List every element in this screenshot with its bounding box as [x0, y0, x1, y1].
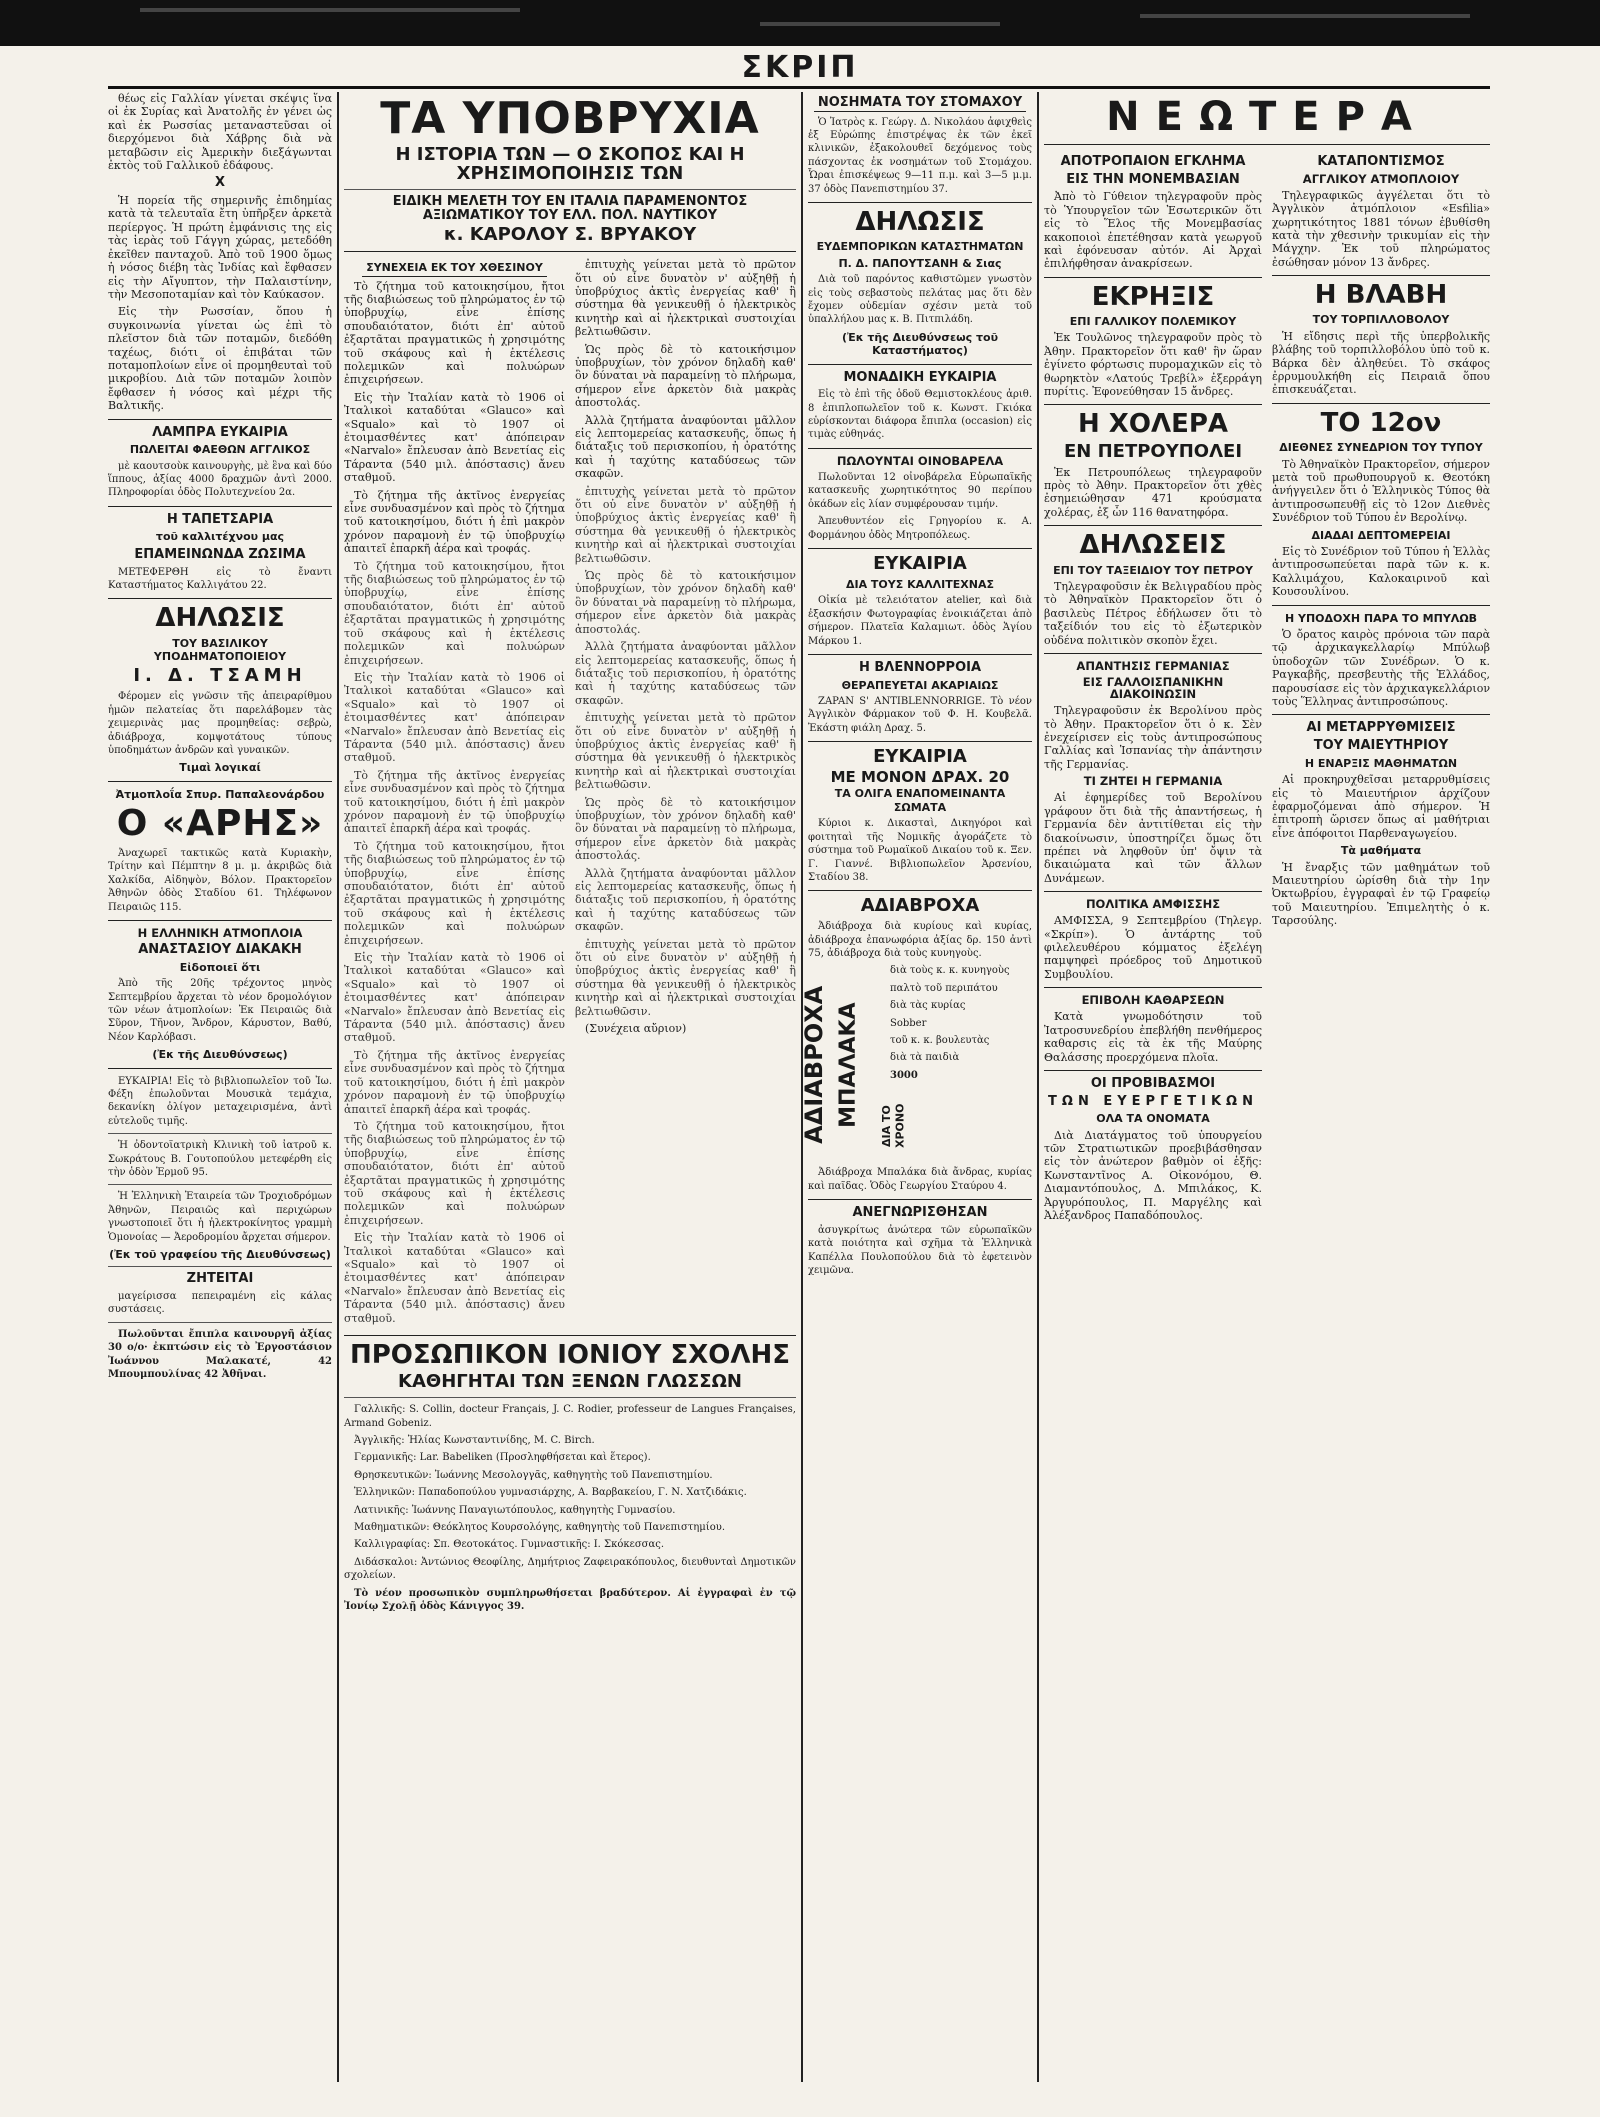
article-text-filler [344, 560, 565, 1325]
divider [1044, 987, 1262, 988]
ad-text: Ἀδιάβροχα Μπαλάκα διὰ ἄνδρας, κυρίας καὶ παῖδας. Ὁδὸς Γεωργίου Σταύρου 4. [808, 1167, 1032, 1192]
news-text: Ἐκ Τουλῶνος τηλεγραφοῦν πρὸς τὸ Ἀθην. Πρακτορεῖον ὅτι καθ' ἣν ὥραν ἐγίνετο φόρτωσις πυρομαχικῶν εἰς τὸ θωρηκτὸν «Λατούς Τρεβίλ» ἐξερράγη πυρίτις. Ἐφονεύθησαν 15 ἄνδρες. [1044, 331, 1262, 399]
news-text: Αἱ ἐφημερίδες τοῦ Βερολίνου γράφουν ὅτι διὰ τῆς ἀπαντήσεως, ἡ Γερμανία δὲν ἀντιτίθεται εἰς τὴν διακοίνωσιν, ὑποστηρίζει ὅμως ὅτι πρέπει νὰ ληφθοῦν ὑπ' ὄψιν τὰ δικαιώματα καὶ τῶν ἄλλων Δυνάμεων. [1044, 791, 1262, 885]
news-subheading: ΟΛΑ ΤΑ ΟΝΟΜΑΤΑ [1096, 1112, 1210, 1126]
news-heading: Η ΒΛΑΒΗ [1314, 280, 1448, 311]
list-item: διὰ τὰ παιδιὰ [890, 1052, 960, 1064]
article-author: κ. ΚΑΡΟΛΟΥ Σ. ΒΡΥΑΚΟΥ [443, 224, 697, 246]
news-text: Ἡ εἴδησις περὶ τῆς ὑπερβολικῆς βλάβης τοῦ τορπιλλοβόλου ὑπὸ τοῦ κ. Βάρκα δὲν ἀληθεύει. Τὸ σκάφος ἐρρυμουλκήθη εἰς Πειραιᾶ ὅπου ἐπισκευάζεται. [1272, 329, 1490, 397]
divider [808, 548, 1032, 549]
article-continued: (Συνέχεια αὔριον) [585, 1022, 687, 1036]
divider [808, 202, 1032, 203]
ad-source: (Ἐκ τοῦ γραφείου τῆς Διευθύνσεως) [109, 1248, 331, 1262]
raincoat-ad [800, 964, 1032, 1166]
divider [1044, 277, 1262, 278]
news-text: Διὰ Διατάγματος τοῦ ὑπουργείου τῶν Στρατιωτικῶν προεβιβάσθησαν εἰς τὸν ἀνώτερον βαθμὸν οἱ ἑξῆς: Κωνσταντῖνος Α. Οἰκονόμου, Θ. Διαμαντόπουλος, Δ. Μπιλάκος, Κ. Ἀργυρόπουλος, Π. Μαργέλης καὶ Ἀλέξανδρος Παπαδόπουλος. [1044, 1128, 1262, 1223]
ad-heading: Ο «ΑΡΗΣ» [116, 803, 324, 845]
staff-line: Ἑλληνικῶν: Παπαδοπούλου γυμνασιάρχης, Α. Βαρβακείου, Γ. Ν. Χατζιδάκις. [354, 1487, 747, 1499]
divider [108, 920, 332, 921]
divider [108, 419, 332, 420]
vertical-ad-text: ΔΙΑ ΤΟ ΧΡΟΝΟ [880, 1104, 907, 1149]
ad-text: Φέρομεν εἰς γνῶσιν τῆς ἀπειραρίθμου ἡμῶν πελατείας ὅτι παρελάβομεν τὰς χειμερινὰς μας προμηθείας: σεβρὼ, ἀδιάβροχα, κομψοτάτους τύπους ὑποδημάτων ἀνδρῶν καὶ γυναικῶν. [108, 691, 332, 756]
news-heading: ΕΠΙΒΟΛΗ ΚΑΘΑΡΣΕΩΝ [1081, 993, 1225, 1008]
divider [1044, 653, 1262, 654]
article-paragraph: ἐπιτυχὴς γείνεται μετὰ τὸ πρῶτον ὅτι οὐ εἶνε δυνατὸν ν' αὐξηθῇ ἡ ὑποβρύχιος ἀκτὶς ἐνεργείας καθ' ἣ σύστημα θὰ γενικευθῇ ὁ ἠλεκτρικὸς κινητὴρ καὶ αἱ ἠλεκτρικαὶ συστοιχίαι βελτιωθῶσιν. [575, 937, 796, 1018]
divider [1272, 605, 1490, 606]
masthead-rule [108, 86, 1490, 89]
news-heading: ΕΙΣ ΤΗΝ ΜΟΝΕΜΒΑΣΙΑΝ [1066, 171, 1240, 187]
article-column [575, 258, 796, 1329]
article-deck: ΕΙΔΙΚΗ ΜΕΛΕΤΗ ΤΟΥ ΕΝ ΙΤΑΛΙΑ ΠΑΡΑΜΕΝΟΝΤΟΣ ΑΞΙΩΜΑΤΙΚΟΥ ΤΟΥ ΕΛΛ. ΠΟΛ. ΝΑΥΤΙΚΟΥ [392, 193, 748, 223]
scan-artifact [140, 8, 520, 12]
article-paragraph: Εἰς τὴν Ἰταλίαν κατὰ τὸ 1906 οἱ Ἰταλικοὶ καταδύται «Glauco» καὶ «Squalo» καὶ τὸ 1907 οἱ ἐτοιμασθέντες κατ' ἀπόπειραν «Narvalo» ἔπλευσαν ἀπὸ Βενετίας εἰς Τάραντα (540 μιλ. ἀπόστασις) ἄνευ σταθμοῦ. [344, 390, 565, 485]
article-paragraph: Εἰς τὴν Ἰταλίαν κατὰ τὸ 1906 οἱ Ἰταλικοὶ καταδύται «Glauco» καὶ «Squalo» καὶ τὸ 1907 οἱ ἐτοιμασθέντες κατ' ἀπόπειραν «Narvalo» ἔπλευσαν ἀπὸ Βενετίας εἰς Τάραντα (540 μιλ. ἀπόστασις) ἄνευ σταθμοῦ. [344, 1231, 565, 1325]
news-text: Ἡ ἔναρξις τῶν μαθημάτων τοῦ Μαιευτηρίου ὡρίσθη διὰ τὴν 1ην Ὀκτωβρίου, ἐγγραφαὶ ἐν τῷ Γραφείῳ τοῦ Μαιευτηρίου. Ἐπιμελητὴς ὁ κ. Ταρσούλης. [1272, 860, 1490, 928]
column-rule [1037, 92, 1044, 2082]
heading-text: ΝΟΣΗΜΑΤΑ ΤΟΥ ΣΤΟΜΑΧΟΥ [814, 96, 1026, 112]
news-subheading: ΕΠΙ ΤΟΥ ΤΑΞΕΙΔΙΟΥ ΤΟΥ ΠΕΤΡΟΥ [1053, 563, 1253, 577]
news-text: Τηλεγραφικῶς ἀγγέλεται ὅτι τὸ Ἀγγλικὸν ἀτμόπλοιον «Esfilia» χωρητικότητος 1881 τόνων ἐβυθίσθη κατὰ τὴν χθεσινὴν τρικυμίαν εἰς τὴν Μάγχην. Ἐκ τοῦ πληρώματος ἐσώθησαν μόνον 13 ἄνδρες. [1272, 188, 1490, 269]
ad-text: μαγείρισσα πεπειραμένη εἰς κάλας συστάσεις. [108, 1291, 332, 1316]
section-title: ΝΕΩΤΕΡΑ [1106, 94, 1428, 140]
staff-line: Γερμανικῆς: Lar. Babeliken (Προσληφθήσεται καὶ ἕτερος). [354, 1452, 651, 1464]
vertical-ad-text: ΑΔΙΑΒΡΟΧΑ [800, 986, 828, 1145]
article-column [344, 258, 565, 1329]
ad-heading: ΖΗΤΕΙΤΑΙ [186, 1271, 254, 1287]
news-subheading: ΔΙΕΘΝΕΣ ΣΥΝΕΔΡΙΟΝ ΤΟΥ ΤΥΠΟΥ [1279, 441, 1483, 455]
ad-text: Ἡ Ἑλληνικὴ Ἑταιρεία τῶν Τροχιοδρόμων Ἀθηνῶν, Πειραιῶς καὶ περιχώρων γνωστοποιεῖ ὅτι ἡ ἠλεκτροκίνητος γραμμὴ Ὁμονοίας — Ἀεροδρομίου ἄρχεται σήμερον. [108, 1191, 332, 1243]
ad-subheading: ΘΕΡΑΠΕΥΕΤΑΙ ΑΚΑΡΙΑΙΩΣ [841, 678, 999, 692]
ad-name: ΕΠΑΜΕΙΝΩΝΔΑ ΖΩΣΙΜΑ [134, 546, 306, 562]
scan-artifact [760, 22, 1000, 26]
staff-line: Τὸ νέον προσωπικὸν συμπληρωθήσεται βραδύτερον. Αἱ ἐγγραφαὶ ἐν τῷ Ἰονίῳ Σχολῇ ὁδὸς Κάνιγγος 39. [344, 1587, 796, 1613]
ad-text: Ἀπὸ τῆς 20ῆς τρέχοντος μηνὸς Σεπτεμβρίου ἄρχεται τὸ νέον δρομολόγιον τῶν νέων ἀτμοπλοίων: Ἐκ Πειραιῶς διὰ Σῦρον, Τῆνον, Ἄνδρον, Κάρυστον, Βαθύ, Νέον Καρλόβασι. [108, 978, 332, 1043]
news-subheading: Η ΥΠΟΔΟΧΗ ΠΑΡΑ ΤΟ ΜΠΥΛΩΒ [1284, 611, 1478, 625]
article-kicker [344, 261, 565, 276]
divider [808, 1199, 1032, 1200]
article-paragraph: Ὡς πρὸς δὲ τὸ κατοικήσιμον ὑποβρυχίων, τὸν χρόνον δηλαδὴ καθ' ὃν δύναται νὰ παραμείνῃ τὸ πλήρωμα, σήμερον εἶνε ἀρκετὸν διὰ μακρὰς ἀποστολάς. [575, 342, 796, 410]
news-heading: Η ΧΟΛΕΡΑ [1077, 409, 1229, 440]
ad-name: Ι. Δ. ΤΣΑΜΗ [133, 665, 307, 687]
ad-text: Εἰς τὸ ἐπὶ τῆς ὁδοῦ Θεμιστοκλέους ἀριθ. 8 ἐπιπλοπωλεῖον τοῦ κ. Κωνστ. Γκιόκα εὑρίσκονται διάφορα ἔπιπλα (occasion) εἰς τιμὰς εὐθηνάς. [808, 389, 1032, 441]
ad-text: Κύριοι κ. Δικασταὶ, Δικηγόροι καὶ φοιτηταὶ τῆς Νομικῆς ἀγοράζετε τὸ σύστημα τοῦ Ρωμαϊκοῦ Δικαίου τοῦ κ. Ξεν. Γ. Γιαννέ. Βιβλιοπωλεῖον Ἀρσενίου, Σταδίου 38. [808, 818, 1032, 883]
news-text: Κατὰ γνωμοδότησιν τοῦ Ἰατροσυνεδρίου ἐπεβλήθη πενθήμερος καθαρσις εἰς τὰ ἐκ τῆς Μαύρης Θαλάσσης προερχόμενα πλοῖα. [1044, 1010, 1262, 1064]
list-item: διὰ τοὺς κ. κ. κυνηγοὺς [890, 965, 1010, 977]
staff-line: Γαλλικῆς: S. Collin, docteur Français, J. C. Rodier, professeur de Langues Françaises, Armand Gobeniz. [344, 1404, 796, 1429]
divider [1044, 1070, 1262, 1071]
divider [108, 506, 332, 507]
news-text: Ὁ ὄρατος καιρὸς πρόνοια τῶν παρὰ τῷ ἀρχικαγκελλαρίῳ Μπύλωβ ὑποδοχῶν τῶν Συνέδρων. Ὁ κ. Ραγκαβῆς, πρεσβευτὴς τῆς Ἑλλάδος, παρουσίασε εἰς τὸν ἀρχικαγκελλάριον τοὺς Ἕλληνας ἀντιπροσώπους. [1272, 628, 1490, 709]
divider [344, 1335, 796, 1336]
article-text-filler [575, 485, 796, 1018]
ad-signoff: Τιμαὶ λογικαί [179, 761, 261, 775]
article-paragraph: Τὸ ζήτημα τοῦ κατοικησίμου, ἤτοι τῆς διαβιώσεως τοῦ πληρώματος ἐν τῷ ὑποβρυχίῳ, εἶνε ἐπίσης σπουδαιότατον, διότι ἐπ' αὐτοῦ ἐξαρτᾶται πραγματικῶς ἡ χρησιμότης τοῦ σκάφους καὶ ἡ ἐκτέλεσις πολεμικῶν καὶ πολυώρων ἐπιχειρήσεων. [344, 839, 565, 947]
column-3 [800, 92, 1032, 2082]
ad-text: Ἀδιάβροχα διὰ κυρίους καὶ κυρίας, ἀδιάβροχα ἐπανωφόρια ἀξίας δρ. 150 ἀντὶ 75, ἀδιάβροχα διὰ τοὺς κυνηγοὺς. [808, 921, 1032, 960]
list-item: παλτὸ τοῦ περιπάτου [890, 982, 998, 994]
ad-text: Πωλοῦνται 12 οἰνοβάρελα Εὐρωπαϊκῆς κατασκευῆς χωρητικότητος 90 περίπου ὀκάδων εἰς λίαν συμφέρουσαν τιμήν. [808, 471, 1032, 510]
ad-text: ἀσυγκρίτως ἀνώτερα τῶν εὐρωπαϊκῶν κατὰ ποιότητα καὶ σχῆμα τὰ Ἑλληνικὰ Καπέλλα Πουλοπούλου διὰ τὸ ἐφετεινὸν χειμῶνα. [808, 1224, 1032, 1276]
scan-dark-band [0, 0, 1600, 46]
ad-heading: ΔΗΛΩΣΙΣ [155, 603, 285, 634]
news-columns [1044, 151, 1490, 1226]
divider [808, 448, 1032, 449]
staff-line: Διδάσκαλοι: Ἀντώνιος Θεοφίλης, Δημήτριος Ζαφειρακόπουλος, διευθυνταὶ Δημοτικῶν σχολείων. [344, 1556, 796, 1582]
article-title: ΤΑ ΥΠΟΒΡΥΧΙΑ [380, 93, 760, 144]
divider [108, 781, 332, 782]
news-column-left [1044, 151, 1262, 1226]
article-paragraph: Τὸ ζήτημα τῆς ἀκτῖνος ἐνεργείας εἶνε συνδυασμένον καὶ πρὸς τὸ ζήτημα τοῦ κατοικησίμου, διότι ἡ ἐπὶ μακρὸν χρόνον παραμονὴ ἐν τῷ ὑποβρυχίῳ ἀπαιτεῖ ἐπαρκῆ ἀέρα καὶ τροφάς. [344, 488, 565, 556]
divider [1272, 403, 1490, 404]
ad-subheading: ΤΑ ΟΛΙΓΑ ΕΝΑΠΟΜΕΙΝΑΝΤΑ ΣΩΜΑΤΑ [834, 787, 1006, 814]
ad-heading: ΑΔΙΑΒΡΟΧΑ [860, 895, 980, 917]
article-paragraph: Ἀλλὰ ζητήματα ἀναφύονται μᾶλλον εἰς λεπτομερείας κατασκευῆς, ὅπως ἡ διάταξις τοῦ περισκοπίου, ἡ ὀρατότης καὶ ἡ ταχύτης καταδύσεως τῶν σκαφῶν. [575, 866, 796, 934]
news-heading: ΟΙ ΠΡΟΒΙΒΑΣΜΟΙ [1090, 1075, 1216, 1091]
staff-line: Θρησκευτικῶν: Ἰωάννης Μεσολογγᾶς, καθηγητὴς τοῦ Πανεπιστημίου. [354, 1469, 713, 1481]
ad-heading: ΠΡΟΣΩΠΙΚΟΝ ΙΟΝΙΟΥ ΣΧΟΛΗΣ [349, 1340, 791, 1371]
news-heading: ΤΩΝ ΕΥΕΡΓΕΤΙΚΩΝ [1048, 1093, 1258, 1109]
divider [344, 189, 796, 190]
ad-text: ΜΕΤΕΦΕΡΘΗ εἰς τὸ ἔναντι Καταστήματος Καλλιγάτου 22. [108, 566, 332, 591]
divider [1044, 404, 1262, 405]
raincoat-list [880, 964, 1032, 1166]
divider [1044, 525, 1262, 526]
ad-subheading: Εἰδοποιεῖ ὅτι [179, 960, 261, 974]
article-paragraph: Ὡς πρὸς δὲ τὸ κατοικήσιμον ὑποβρυχίων, τὸν χρόνον δηλαδὴ καθ' ὃν δύναται νὰ παραμείνῃ τὸ πλήρωμα, σήμερον εἶνε ἀρκετὸν διὰ μακρὰς ἀποστολάς. [575, 569, 796, 636]
news-heading: ΔΗΛΩΣΕΙΣ [1079, 530, 1227, 561]
ad-heading [808, 96, 1032, 112]
column-2 [344, 92, 796, 2082]
news-text: Ἀπὸ τὸ Γύθειον τηλεγραφοῦν πρὸς τὸ Ὑπουργεῖον τῶν Ἐσωτερικῶν ὅτι εἰς τὸ Ἕλος τῆς Μονεμβασίας κακοποιοὶ ἐπετέθησαν κατὰ γεωργοῦ καὶ ἐφόνευσαν αὐτόν. Αἱ Ἀρχαὶ ἐπιλήφθησαν ἀνακρίσεων. [1044, 190, 1262, 271]
staff-line: Λατινικῆς: Ἰωάννης Παναγιωτόπουλος, καθηγητὴς Γυμνασίου. [354, 1504, 676, 1516]
staff-line: Μαθηματικῶν: Θεόκλητος Κουρσολόγης, καθηγητὴς τοῦ Πανεπιστημίου. [354, 1522, 726, 1534]
ad-text: Ἀναχωρεῖ τακτικῶς κατὰ Κυριακὴν, Τρίτην καὶ Πέμπτην 8 μ. μ. ἀκριβῶς διὰ Χαλκίδα, Αἰδηψὸν, Βόλον. Πρακτορεῖον Ἀθηνῶν ὁδὸς Σταδίου 61. Τηλέφωνον Πειραιῶς 115. [108, 847, 332, 913]
divider [344, 251, 796, 252]
newspaper-page [108, 92, 1490, 2082]
column-1 [108, 92, 332, 2082]
newspaper-masthead: ΣΚΡΙΠ [741, 50, 859, 85]
article-paragraph: Τὸ ζήτημα τοῦ κατοικησίμου, ἤτοι τῆς διαβιώσεως τοῦ πληρώματος ἐν τῷ ὑποβρυχίῳ, εἶνε ἐπίσης σπουδαιότατον, διότι ἐπ' αὐτοῦ ἐξαρτᾶται πραγματικῶς ἡ χρησιμότης τοῦ σκάφους καὶ ἡ ἐκτέλεσις πολεμικῶν καὶ πολυώρων ἐπιχειρήσεων. [344, 279, 565, 387]
article-body [344, 258, 796, 1329]
list-item: διὰ τὰς κυρίας [890, 1000, 966, 1012]
article-continuation: θέως εἰς Γαλλίαν γίνεται σκέψις ἵνα οἱ ἐκ Συρίας καὶ Ἀνατολῆς ἐν γένει ὡς καὶ ἐκ Ρωσσίας μεταναστεῦσαι οἱ διερχόμενοι διὰ Χάβρης διὰ νὰ μεταβῶσιν εἰς Ἀμερικὴν διεξάγωνται ἐκτὸς τοῦ Γαλλικοῦ ἐδάφους. [108, 92, 332, 173]
news-heading: ΑΠΑΝΤΗΣΙΣ ΓΕΡΜΑΝΙΑΣ [1076, 659, 1230, 673]
article-paragraph: Τὸ ζήτημα τῆς ἀκτῖνος ἐνεργείας εἶνε συνδυασμένον καὶ πρὸς τὸ ζήτημα τοῦ κατοικησίμου, διότι ἡ ἐπὶ μακρὸν χρόνον παραμονὴ ἐν τῷ ὑποβρυχίῳ ἀπαιτεῖ ἐπαρκῆ ἀέρα καὶ τροφάς. [344, 1048, 565, 1116]
list-item: Sobber [890, 1017, 927, 1029]
ad-subheading: ΚΑΘΗΓΗΤΑΙ ΤΩΝ ΞΕΝΩΝ ΓΛΩΣΣΩΝ [398, 1371, 742, 1393]
ad-heading: ΛΑΜΠΡΑ ΕΥΚΑΙΡΙΑ [152, 424, 288, 440]
section-mark: X [214, 175, 226, 191]
ad-name: Π. Δ. ΠΑΠΟΥΤΣΑΝΗ & Σιας [838, 256, 1002, 270]
divider [808, 654, 1032, 655]
divider [1044, 891, 1262, 892]
article-paragraph: ἐπιτυχὴς γείνεται μετὰ τὸ πρῶτον ὅτι οὐ εἶνε δυνατὸν ν' αὐξηθῇ ἡ ὑποβρύχιος ἀκτὶς ἐνεργείας καθ' ἣ σύστημα θὰ γενικευθῇ ὁ ἠλεκτρικὸς κινητὴρ καὶ αἱ ἠλεκτρικαὶ συστοιχίαι βελτιωθῶσιν. [575, 484, 796, 565]
news-text: Ἐκ Πετρουπόλεως τηλεγραφοῦν πρὸς τὸ Ἀθην. Πρακτορεῖον ὅτι χθὲς ἐσημειώθησαν 471 κρούσματα χολέρας, ἐξ ὧν 116 θανατηφόρα. [1044, 465, 1262, 519]
news-column-right [1272, 151, 1490, 1226]
news-subheading: ΔΙΑΔΑΙ ΔΕΠΤΟΜΕΡΕΙΑΙ [1311, 528, 1451, 542]
ad-text: ZAPAN S' ANTIBLENNORRIGE. Τὸ νέον Ἀγγλικὸν Φάρμακον τοῦ Φ. Η. Κουβελᾶ. Ἐκάστη φιάλη Δραχ. 5. [808, 695, 1032, 734]
ad-name: ΑΝΑΣΤΑΣΙΟΥ ΔΙΑΚΑΚΗ [138, 942, 302, 958]
ad-subheading: ΤΟΥ ΒΑΣΙΛΙΚΟΥ ΥΠΟΔΗΜΑΤΟΠΟΙΕΙΟΥ [153, 636, 287, 664]
divider [1272, 275, 1490, 276]
news-subheading: Η ΕΝΑΡΞΙΣ ΜΑΘΗΜΑΤΩΝ [1304, 756, 1458, 770]
news-text: Τὸ Ἀθηναϊκὸν Πρακτορεῖον, σήμερον μετὰ τοῦ πρωθυπουργοῦ κ. Θεοτόκη ἀνήγγειλεν ὅτι ὁ Ἑλληνικὸς Τύπος θὰ ἀντιπροσωπευθῇ εἰς τὸ 12ον Διεθνὲς Συνέδριον τοῦ Τύπου ἐν Βερολίνῳ. [1272, 457, 1490, 525]
ad-text: Πωλοῦνται ἔπιπλα καινουργῆ ἀξίας 30 ο/ο· ἐκπτώσιν εἰς τὸ Ἐργοστάσιον Ἰωάννου Μαλακατέ, 42 Μπουμπουλίνας 42 Ἀθῆναι. [108, 1328, 332, 1381]
news-heading: ΤΙ ΖΗΤΕΙ Η ΓΕΡΜΑΝΙΑ [1083, 774, 1223, 789]
news-text: Τηλεγραφοῦσιν ἐκ Βελιγραδίου πρὸς τὸ Ἀθηναϊκὸν Πρακτορεῖον ὅτι ὁ βασιλεὺς Πέτρος ἐδήλωσεν ὅτι τὸ ταξείδιόν του εἰς τὸ ἐξωτερικὸν οὐδένα πολιτικὸν σκοπὸν ἔχει. [1044, 579, 1262, 647]
ad-heading: Η ΤΑΠΕΤΣΑΡΙΑ [166, 511, 274, 527]
divider [344, 1397, 796, 1398]
ad-heading: ΕΥΚΑΙΡΙΑ [873, 746, 967, 768]
article-paragraph: Εἰς τὴν Ἰταλίαν κατὰ τὸ 1906 οἱ Ἰταλικοὶ καταδύται «Glauco» καὶ «Squalo» καὶ τὸ 1907 οἱ ἐτοιμασθέντες κατ' ἀπόπειραν «Narvalo» ἔπλευσαν ἀπὸ Βενετίας εἰς Τάραντα (540 μιλ. ἀπόστασις) ἄνευ σταθμοῦ. [344, 670, 565, 765]
divider [808, 364, 1032, 365]
news-heading: ΠΟΛΙΤΙΚΑ ΑΜΦΙΣΣΗΣ [1085, 897, 1221, 912]
ad-text: Διὰ τοῦ παρόντος καθιστῶμεν γνωστὸν εἰς τοὺς σεβαστοὺς πελάτας μας ὅτι δὲν ἔχομεν οὐδεμίαν σχέσιν μετὰ τοῦ ὑπαλλήλου μας κ. Β. Πιτπιλάδη. [808, 274, 1032, 326]
article-paragraph: Εἰς τὴν Ἰταλίαν κατὰ τὸ 1906 οἱ Ἰταλικοὶ καταδύται «Glauco» καὶ «Squalo» καὶ τὸ 1907 οἱ ἐτοιμασθέντες κατ' ἀπόπειραν «Narvalo» ἔπλευσαν ἀπὸ Βενετίας εἰς Τάραντα (540 μιλ. ἀπόστασις) ἄνευ σταθμοῦ. [344, 951, 565, 1045]
news-heading: ΕΚΡΗΞΙΣ [1091, 281, 1215, 312]
ad-text: Ὁ Ἰατρὸς κ. Γεώργ. Δ. Νικολάου ἀφιχθεὶς ἐξ Εὐρώπης ἐπιστρέψας ἐκ τῶν ἐκεῖ κλινικῶν, ἐξακολουθεῖ δεχόμενος τοὺς πάσχοντας ἐκ νοσημάτων τοῦ Στομάχου. Ὧραι ἐπισκέψεως 9—11 π.μ. καὶ 3—5 μ.μ. 37 ὁδὸς Πανεπιστημίου 37. [808, 116, 1032, 195]
divider [1272, 714, 1490, 715]
vertical-ad-text: ΜΠΑΛΑΚΑ [836, 1002, 861, 1129]
news-subheading: Τὰ μαθήματα [1340, 844, 1422, 858]
news-heading: ΕΙΣ ΓΑΛΛΟΙΣΠΑΝΙΚΗΝ ΔΙΑΚΟΙΝΩΣΙΝ [1082, 675, 1224, 702]
cholera-paragraph: Ἡ πορεία τῆς σημερινῆς ἐπιδημίας κατὰ τὰ τελευταῖα ἔτη ὑπῆρξεν ἀρκετὰ περίεργος. Ἡ πρώτη ἐμφάνισις της εἰς τὰς ἱερὰς τοῦ Γάγγη χώρας, μετεδόθη ἐκεῖθεν πανταχοῦ. Ἀπὸ τοῦ 1900 ὅμως ἡ νόσος διέβη τὰς Ἰνδίας καὶ ἔφθασεν εἰς τὴν Αἴγυπτον, τὴν Παλαιστίνην, τὴν Μεσοποταμίαν καὶ τὸν Καύκασον. [108, 194, 332, 301]
news-text: Τηλεγραφοῦσιν ἐκ Βερολίνου πρὸς τὸ Ἀθην. Πρακτορεῖον ὅτι ὁ κ. Σὲν ἐνεχείρισεν εἰς τοὺς ἀντιπροσώπους Γαλλίας καὶ Ἱσπανίας τὴν ἀπάντησιν τῆς Γερμανίας. [1044, 704, 1262, 771]
ad-heading: ΠΩΛΟΥΝΤΑΙ ΟΙΝΟΒΑΡΕΛΑ [836, 453, 1004, 468]
ad-text: Οἰκία μὲ τελειότατον atelier, καὶ διὰ ἐξασκήσιν Φωτογραφίας ἐνοικιάζεται ἀπὸ σήμερον. Πλατεῖα Καλαμιωτ. ὁδὸς Ἁγίου Μάρκου 1. [808, 595, 1032, 647]
ad-heading: Η ΒΛΕΝΝΟΡΡΟΙΑ [858, 659, 982, 675]
article-paragraph: ἐπιτυχὴς γείνεται μετὰ τὸ πρῶτον ὅτι οὐ εἶνε δυνατὸν ν' αὐξηθῇ ἡ ὑποβρύχιος ἀκτὶς ἐνεργείας καθ' ἣ σύστημα θὰ γενικευθῇ ὁ ἠλεκτρικὸς κινητὴρ καὶ αἱ ἠλεκτρικαὶ συστοιχίαι βελτιωθῶσιν. [575, 258, 796, 339]
news-heading: ΑΠΟΤΡΟΠΑΙΟΝ ΕΓΚΛΗΜΑ [1060, 154, 1246, 169]
cholera-paragraph: Εἰς τὴν Ρωσσίαν, ὅπου ἡ συγκοινωνία γίνεται ὡς ἐπὶ τὸ πλεῖστον διὰ τῶν ποταμῶν, διεδόθη ταχέως, διότι οἱ ἐπιβάται τῶν ποταμοπλοίων εἶνε οἱ προμηθευταὶ τοῦ μικροβίου. Διὰ τῶν ποταμῶν λοιπὸν ἔφθασεν ἡ νόσος καὶ μέχρι τῆς Βαλτικῆς. [108, 305, 332, 413]
divider [108, 1322, 332, 1323]
staff-line: Καλλιγραφίας: Σπ. Θεοτοκάτος. Γυμναστικῆς: Ι. Σκόκεσσας. [354, 1539, 664, 1551]
news-text: ΑΜΦΙΣΣΑ, 9 Σεπτεμβρίου (Τηλεγρ. «Σκρίπ»). Ὁ ἀντάρτης τοῦ φιλελευθέρου κόμματος ἐξελέγη παμψηφεὶ πρόεδρος τοῦ Δημοτικοῦ Συμβουλίου. [1044, 914, 1262, 981]
list-item: 3000 [890, 1069, 918, 1081]
divider [108, 1068, 332, 1069]
divider [108, 1184, 332, 1185]
ad-pretitle: Ἀτμοπλοΐα Σπυρ. Παπαλεονάρδου [115, 787, 325, 801]
news-subheading: ΤΟΥ ΤΟΡΠΙΛΛΟΒΟΛΟΥ [1312, 313, 1450, 327]
kicker-text: ΣΥΝΕΧΕΙΑ ΕΚ ΤΟΥ ΧΘΕΣΙΝΟΥ [362, 261, 547, 276]
ad-subheading: ΕΥΔΕΜΠΟΡΙΚΩΝ ΚΑΤΑΣΤΗΜΑΤΩΝ [816, 240, 1024, 254]
news-heading: ΤΟΥ ΜΑΙΕΥΤΗΡΙΟΥ [1313, 738, 1449, 754]
ad-source: (Ἐκ τῆς Διευθύνσεως) [152, 1048, 288, 1062]
ad-text: Ἀπευθυντέον εἰς Γρηγορίου κ. Α. Φορμάνηου ὁδὸς Μητροπόλεως. [808, 516, 1032, 541]
news-heading: ΑΙ ΜΕΤΑΡΡΥΘΜΙΣΕΙΣ [1306, 720, 1456, 736]
article-paragraph: Τὸ ζήτημα τοῦ κατοικησίμου, ἤτοι τῆς διαβιώσεως τοῦ πληρώματος ἐν τῷ ὑποβρυχίῳ, εἶνε ἐπίσης σπουδαιότατον, διότι ἐπ' αὐτοῦ ἐξαρτᾶται πραγματικῶς ἡ χρησιμότης τοῦ σκάφους καὶ ἡ ἐκτέλεσις πολεμικῶν καὶ πολυώρων ἐπιχειρήσεων. [344, 1119, 565, 1227]
ad-heading: ΜΟΝΑΔΙΚΗ ΕΥΚΑΙΡΙΑ [843, 369, 997, 385]
ad-subheading: ΠΩΛΕΙΤΑΙ ΦΑΕΘΩΝ ΑΓΓΛΙΚΟΣ [129, 443, 311, 457]
ad-source: (Ἐκ τῆς Διευθύνσεως τοῦ Καταστήματος) [841, 330, 998, 358]
ad-subheading: ΜΕ ΜΟΝΟΝ ΔΡΑΧ. 20 [830, 768, 1010, 787]
scan-artifact [1140, 14, 1470, 18]
list-item: τοῦ κ. κ. βουλευτὰς [890, 1035, 990, 1047]
news-subheading: ΕΠΙ ΓΑΛΛΙΚΟΥ ΠΟΛΕΜΙΚΟΥ [1069, 315, 1237, 329]
article-paragraph: ἐπιτυχὴς γείνεται μετὰ τὸ πρῶτον ὅτι οὐ εἶνε δυνατὸν ν' αὐξηθῇ ἡ ὑποβρύχιος ἀκτὶς ἐνεργείας καθ' ἣ σύστημα θὰ γενικευθῇ ὁ ἠλεκτρικὸς κινητὴρ καὶ αἱ ἠλεκτρικαὶ συστοιχίαι βελτιωθῶσιν. [575, 711, 796, 792]
divider [808, 890, 1032, 891]
news-text: Εἰς τὸ Συνέδριον τοῦ Τύπου ἡ Ἑλλὰς ἀντιπροσωπεύεται παρὰ τῶν κ. κ. Καλλιμάχου, Καλοκαιρινοῦ καὶ Κουσουλίνου. [1272, 545, 1490, 599]
article-paragraph: Ἀλλὰ ζητήματα ἀναφύονται μᾶλλον εἰς λεπτομερείας κατασκευῆς, ὅπως ἡ διάταξις τοῦ περισκοπίου, ἡ ὀρατότης καὶ ἡ ταχύτης καταδύσεως τῶν σκαφῶν. [575, 640, 796, 707]
article-paragraph: Τὸ ζήτημα τοῦ κατοικησίμου, ἤτοι τῆς διαβιώσεως τοῦ πληρώματος ἐν τῷ ὑποβρυχίῳ, εἶνε ἐπίσης σπουδαιότατον, διότι ἐπ' αὐτοῦ ἐξαρτᾶται πραγματικῶς ἡ χρησιμότης τοῦ σκάφους καὶ ἡ ἐκτέλεσις πολεμικῶν καὶ πολυώρων ἐπιχειρήσεων. [344, 559, 565, 667]
ad-text: μὲ καουτσοὺκ καινουργὴς, μὲ ἓνα καὶ δύο ἵππους, ἀξίας 4000 δραχμῶν ἀντὶ 2000. Πληροφορίαι ὁδὸς Πολυτεχνείου 2α. [108, 460, 332, 499]
ad-heading: Η ΕΛΛΗΝΙΚΗ ΑΤΜΟΠΛΟΙΑ [137, 926, 303, 941]
ad-text: ΕΥΚΑΙΡΙΑ! Εἰς τὸ βιβλιοπωλεῖον τοῦ Ἰω. Φέξη ἐπωλοῦνται Μουσικὰ τεμάχια, δεκανίκη ὀλίγον μεταχειρισμένα, ἀντὶ εὐτελοῦς τιμῆς. [108, 1075, 332, 1127]
ad-heading: ΕΥΚΑΙΡΙΑ [873, 552, 967, 574]
ad-text: Ἡ ὀδοντοϊατρικὴ Κλινικὴ τοῦ ἰατροῦ κ. Σωκράτους Β. Γουτοπούλου μετεφέρθη εἰς τὴν ὁδὸν Ἑρμοῦ 95. [108, 1140, 332, 1178]
divider [108, 598, 332, 599]
ad-heading: ΑΝΕΓΝΩΡΙΣΘΗΣΑΝ [852, 1205, 988, 1221]
divider [808, 741, 1032, 742]
article-deck: Η ΙΣΤΟΡΙΑ ΤΩΝ — Ο ΣΚΟΠΟΣ ΚΑΙ Η ΧΡΗΣΙΜΟΠΟΙΗΣΙΣ ΤΩΝ [395, 144, 745, 185]
ad-heading: ΔΗΛΩΣΙΣ [855, 207, 985, 238]
article-paragraph: Τὸ ζήτημα τῆς ἀκτῖνος ἐνεργείας εἶνε συνδυασμένον καὶ πρὸς τὸ ζήτημα τοῦ κατοικησίμου, διότι ἡ ἐπὶ μακρὸν χρόνον παραμονὴ ἐν τῷ ὑποβρυχίῳ ἀπαιτεῖ ἐπαρκῆ ἀέρα καὶ τροφάς. [344, 768, 565, 836]
column-rule [337, 92, 344, 2082]
ad-subheading: ΔΙΑ ΤΟΥΣ ΚΑΛΛΙΤΕΧΝΑΣ [845, 577, 994, 591]
article-paragraph: Ὡς πρὸς δὲ τὸ κατοικήσιμον ὑποβρυχίων, τὸν χρόνον δηλαδὴ καθ' ὃν δύναται νὰ παραμείνῃ τὸ πλήρωμα, σήμερον εἶνε ἀρκετὸν διὰ μακρὰς ἀποστολάς. [575, 795, 796, 863]
news-heading: ΚΑΤΑΠΟΝΤΙΣΜΟΣ [1317, 154, 1445, 169]
ad-subheading: τοῦ καλλιτέχνου μας [155, 530, 285, 544]
column-4 [1044, 92, 1490, 2082]
news-heading: ΤΟ 12ον [1320, 407, 1442, 438]
news-heading: ΑΓΓΛΙΚΟΥ ΑΤΜΟΠΛΟΙΟΥ [1302, 171, 1460, 186]
divider [108, 1133, 332, 1134]
staff-line: Ἀγγλικῆς: Ἠλίας Κωνσταντινίδης, M. C. Birch. [354, 1435, 595, 1447]
article-paragraph: Ἀλλὰ ζητήματα ἀναφύονται μᾶλλον εἰς λεπτομερείας κατασκευῆς, ὅπως ἡ διάταξις τοῦ περισκοπίου, ἡ ὀρατότης καὶ ἡ ταχύτης καταδύσεως τῶν σκαφῶν. [575, 413, 796, 481]
divider [108, 1266, 332, 1267]
news-text: Αἱ προκηρυχθεῖσαι μεταρρυθμίσεις εἰς τὸ Μαιευτήριον ἀρχίζουν ἐφαρμοζόμεναι ἀπὸ σήμερον. Ἡ ἐπιτροπὴ ὥρισεν ὅπως αἱ μαθήτριαι εἶνε ἀπόφοιτοι Παρθεναγωγείου. [1272, 773, 1490, 840]
news-heading: ΕΝ ΠΕΤΡΟΥΠΟΛΕΙ [1063, 440, 1243, 462]
divider [1044, 144, 1490, 145]
